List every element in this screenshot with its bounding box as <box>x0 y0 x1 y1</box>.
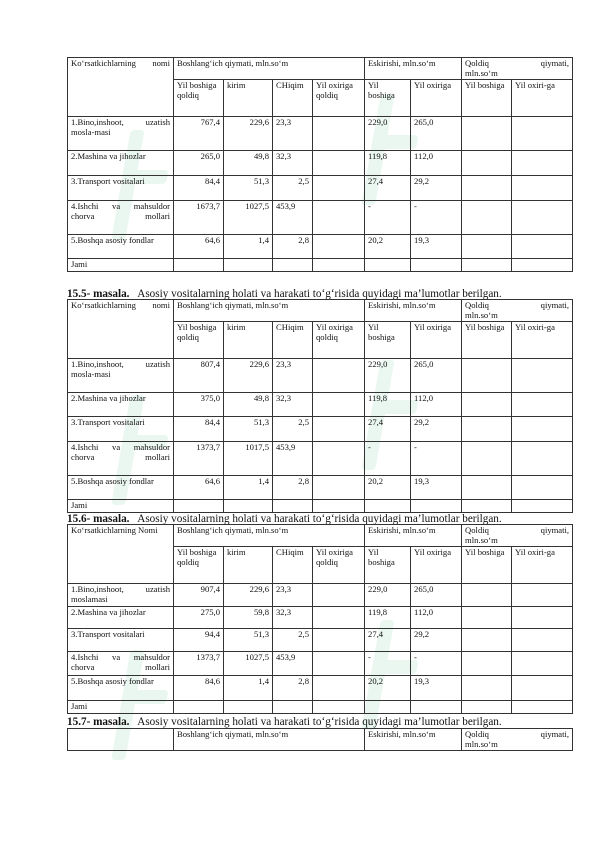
depreciation-header: Eskirishi, mln.so‘m <box>365 729 462 751</box>
res-year-start-header: Yil boshiga <box>462 547 512 584</box>
expense-header: CHiqim <box>273 322 313 359</box>
year-start-remain-header: Yil boshiga qoldiq <box>174 80 224 117</box>
dep-year-end-header: Yil oxiriga <box>411 547 462 584</box>
assets-table-3 <box>67 524 573 714</box>
assets-table-1 <box>67 57 573 272</box>
residual-header: Qoldiq qiymati, mln.so‘m <box>462 300 573 322</box>
income-header: kirim <box>224 322 273 359</box>
table-row: 2.Mashina va jihozlar 265,0 49,8 32,3 119,8 112,0 <box>68 151 573 176</box>
initial-value-header: Boshlang‘ich qiymati, mln.so‘m <box>174 300 365 322</box>
problem-heading: 15.6- masala. Asosiy vositalarning holati va harakati to‘g‘risida quyidagi ma’lumotlar berilgan. <box>67 513 502 525</box>
table-row: 1.Bino,inshoot, uzatish mosla-masi 767,4 229,6 23,3 229,0 265,0 <box>68 117 573 151</box>
table-row: 3.Transport vositalari 84,4 51,3 2,5 27,4 29,2 <box>68 417 573 442</box>
income-header: kirim <box>224 80 273 117</box>
dep-year-end-header: Yil oxiriga <box>411 322 462 359</box>
year-end-remain-header: Yil oxiriga qoldiq <box>313 547 365 584</box>
expense-header: CHiqim <box>273 80 313 117</box>
table-row: 4.Ishchi va mahsuldor chorva mollari 1373,7 1027,5 453,9 - - <box>68 652 573 676</box>
year-end-remain-header: Yil oxiriga qoldiq <box>313 80 365 117</box>
table-row: 4.Ishchi va mahsuldor chorva mollari 1673,7 1027,5 453,9 - - <box>68 201 573 235</box>
problem-heading: 15.5- masala. Asosiy vositalarning holati va harakati to‘g‘risida quyidagi ma’lumotlar berilgan. <box>67 288 502 300</box>
res-year-end-header: Yil oxiri-ga <box>512 80 573 117</box>
residual-header: Qoldiq qiymati, mln.so‘m <box>462 525 573 547</box>
table-row: 4.Ishchi va mahsuldor chorva mollari 1373,7 1017,5 453,9 - - <box>68 442 573 476</box>
table-row: 5.Boshqa asosiy fondlar 64,6 1,4 2,8 20,2 19,3 <box>68 476 573 500</box>
table-row: Jami <box>68 701 573 714</box>
income-header: kirim <box>224 547 273 584</box>
dep-year-start-header: Yil boshiga <box>365 547 411 584</box>
res-year-end-header: Yil oxiri-ga <box>512 547 573 584</box>
depreciation-header: Eskirishi, mln.so‘m <box>365 58 462 80</box>
dep-year-start-header: Yil boshiga <box>365 80 411 117</box>
assets-table-4 <box>67 728 573 751</box>
indicator-header: Ko‘rsatkichlarning Nomi <box>68 525 174 584</box>
table-row: Jami <box>68 259 573 272</box>
res-year-end-header: Yil oxiri-ga <box>512 322 573 359</box>
residual-header: Qoldiq qiymati, mln.so‘m <box>462 58 573 80</box>
initial-value-header: Boshlang‘ich qiymati, mln.so‘m <box>174 729 365 751</box>
res-year-start-header: Yil boshiga <box>462 80 512 117</box>
depreciation-header: Eskirishi, mln.so‘m <box>365 300 462 322</box>
indicator-header: Ko‘rsatkichlarning nomi <box>68 300 174 359</box>
residual-header: Qoldiq qiymati, mln.so‘m <box>462 729 573 751</box>
table-row: 3.Transport vositalari 84,4 51,3 2,5 27,4 29,2 <box>68 176 573 201</box>
problem-heading: 15.7- masala. Asosiy vositalarning holati va harakati to‘g‘risida quyidagi ma’lumotlar berilgan. <box>67 716 502 728</box>
table-row: 1.Bino,inshoot, uzatish mosla-masi 807,4 229,6 23,3 229,0 265,0 <box>68 359 573 393</box>
table-row: 2.Mashina va jihozlar 375,0 49,8 32,3 119,8 112,0 <box>68 393 573 417</box>
year-end-remain-header: Yil oxiriga qoldiq <box>313 322 365 359</box>
assets-table-2 <box>67 299 573 513</box>
year-start-remain-header: Yil boshiga qoldiq <box>174 547 224 584</box>
initial-value-header: Boshlang‘ich qiymati, mln.so‘m <box>174 525 365 547</box>
expense-header: CHiqim <box>273 547 313 584</box>
dep-year-start-header: Yil boshiga <box>365 322 411 359</box>
initial-value-header: Boshlang‘ich qiymati, mln.so‘m <box>174 58 365 80</box>
indicator-header: Ko‘rsatkichlarning nomi <box>68 58 174 117</box>
table-row: 5.Boshqa asosiy fondlar 84,6 1,4 2,8 20,2 19,3 <box>68 676 573 701</box>
table-row: 5.Boshqa asosiy fondlar 64,6 1,4 2,8 20,2 19,3 <box>68 235 573 259</box>
year-start-remain-header: Yil boshiga qoldiq <box>174 322 224 359</box>
res-year-start-header: Yil boshiga <box>462 322 512 359</box>
dep-year-end-header: Yil oxiriga <box>411 80 462 117</box>
table-row: 2.Mashina va jihozlar 275,0 59,8 32,3 119,8 112,0 <box>68 607 573 629</box>
table-row: 1.Bino,inshoot, uzatish moslamasi 907,4 229,6 23,3 229,0 265,0 <box>68 584 573 607</box>
table-row: Jami <box>68 500 573 513</box>
table-row: 3.Transport vositalari 94,4 51,3 2,5 27,4 29,2 <box>68 629 573 652</box>
depreciation-header: Eskirishi, mln.so‘m <box>365 525 462 547</box>
